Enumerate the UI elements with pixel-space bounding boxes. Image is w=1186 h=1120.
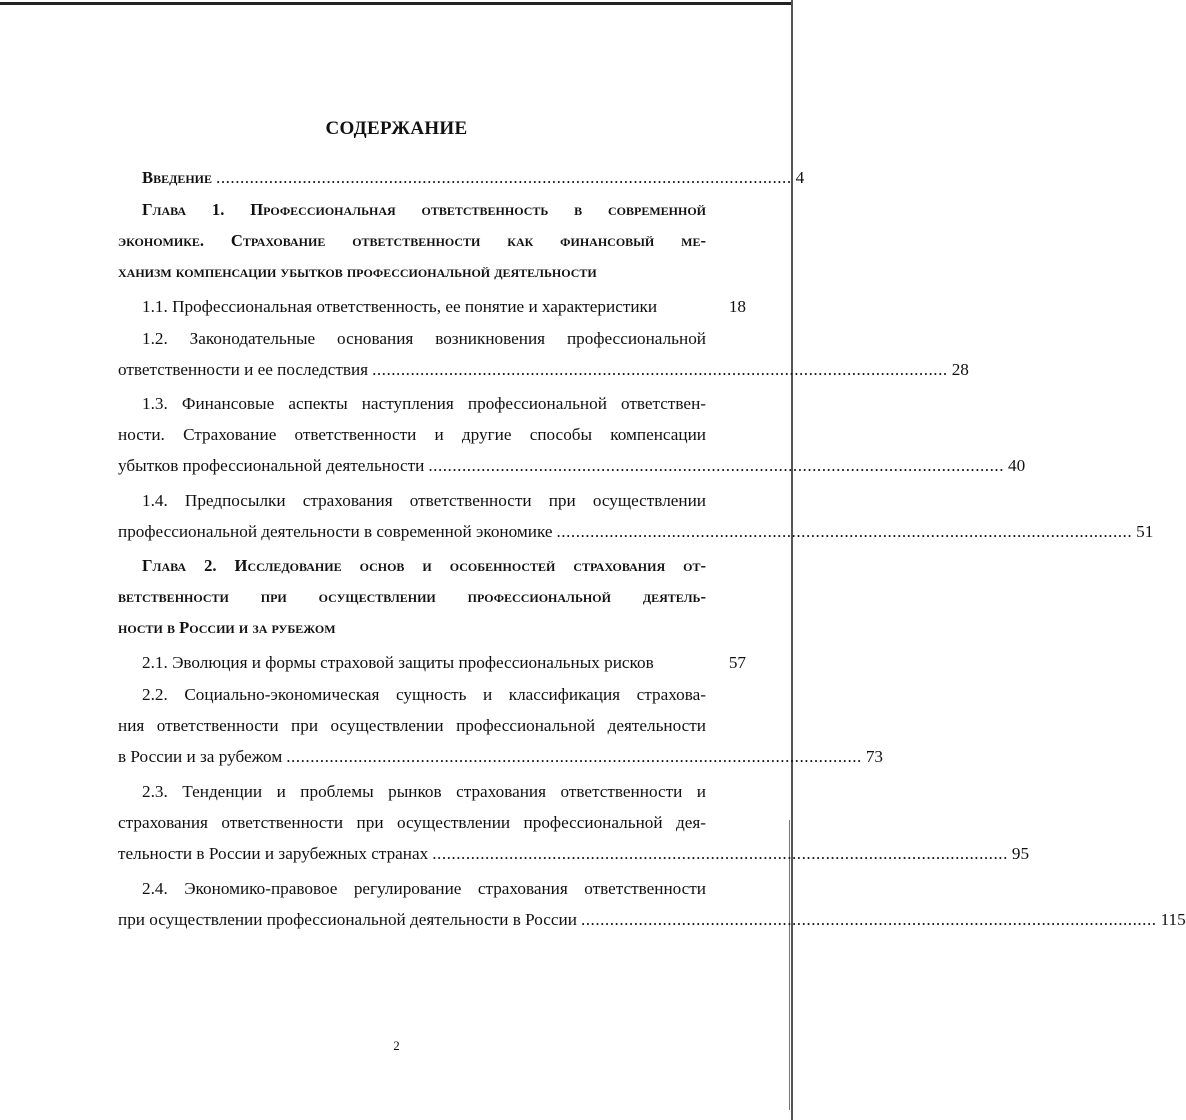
toc-page-number: 95: [1011, 844, 1030, 863]
dot-leader: ........................................................................................................................: [372, 360, 948, 379]
toc-entry-2-2[interactable]: [118, 679, 884, 772]
dot-leader: ........................................................................................................................: [216, 168, 792, 187]
toc-entry-1-3[interactable]: [118, 388, 1026, 481]
toc-entry-text: профессиональной деятельности в современной экономике: [118, 522, 553, 541]
chapter-1-line: экономике. Страхование ответственности как финансовый ме-: [118, 231, 706, 250]
page-title: СОДЕРЖАНИЕ: [325, 118, 468, 139]
chapter-1-line: Глава 1. Профессиональная ответственность в современной: [142, 200, 706, 219]
toc-entry-text: страхования ответственности при осуществлении профессиональной дея-: [118, 813, 706, 832]
toc-entry-text: ности. Страхование ответственности и другие способы компенсации: [118, 425, 706, 444]
toc-page-number: 4: [795, 168, 805, 187]
toc-entry-text: 2.2. Социально-экономическая сущность и классификация страхова-: [142, 685, 706, 704]
scan-border-top: [0, 2, 793, 5]
toc-page-number: 73: [865, 747, 884, 766]
chapter-1-line: ханизм компенсации убытков профессиональной деятельности: [118, 262, 597, 281]
dot-leader: ........................................................................................................................: [428, 456, 1004, 475]
toc-entry-text: ния ответственности при осуществлении профессиональной деятельности: [118, 716, 706, 735]
toc-entry-text: 1.4. Предпосылки страхования ответственности при осуществлении: [142, 491, 706, 510]
toc-entry-2-1[interactable]: [118, 647, 746, 678]
toc-entry-text: в России и за рубежом: [118, 747, 283, 766]
toc-entry-text: при осуществлении профессиональной деятельности в России: [118, 910, 577, 929]
dot-leader: ........................................................................................................................: [432, 844, 1008, 863]
toc-entry-text: 1.1. Профессиональная ответственность, ее понятие и характеристики: [142, 297, 658, 316]
toc-entry-text: 1.2. Законодательные основания возникновения профессиональной: [142, 329, 706, 348]
chapter-2-line: Глава 2. Исследование основ и особенностей страхования от-: [142, 556, 706, 575]
toc-chapter-2[interactable]: [118, 550, 746, 643]
toc-page-number: 28: [951, 360, 969, 379]
toc-page-number: 57: [728, 653, 746, 672]
toc-entry-1-2[interactable]: [118, 323, 969, 385]
toc-page-number: 40: [1007, 456, 1026, 475]
chapter-2-line: ветственности при осуществлении профессиональной деятель-: [118, 587, 706, 606]
toc-entry-text: убытков профессиональной деятельности: [118, 456, 425, 475]
toc-entry-text: 2.1. Эволюция и формы страховой защиты профессиональных рисков: [142, 653, 654, 672]
toc-page-number: 115: [1160, 910, 1186, 929]
toc-entry-2-4[interactable]: [118, 873, 1186, 935]
toc-page-number: 18: [728, 297, 746, 316]
toc-intro-label: Введение: [142, 168, 213, 187]
toc-page-number: 51: [1136, 522, 1154, 541]
chapter-2-line: ности в России и за рубежом: [118, 618, 336, 637]
toc-entry-text: тельности в России и зарубежных странах: [118, 844, 429, 863]
dot-leader: ........................................................................................................................: [286, 747, 862, 766]
dot-leader: ........................................................................................................................: [580, 910, 1157, 929]
toc-entry-text: 2.3. Тенденции и проблемы рынков страхования ответственности и: [142, 782, 706, 801]
toc-entry-text: 2.4. Экономико-правовое регулирование страхования ответственности: [142, 879, 706, 898]
toc-chapter-1[interactable]: [118, 194, 746, 287]
dot-leader: ........................................................................................................................: [556, 522, 1133, 541]
toc-entry-1-1[interactable]: [118, 291, 746, 322]
toc-entry-text: 1.3. Финансовые аспекты наступления профессиональной ответствен-: [142, 394, 706, 413]
page-number: 2: [393, 1038, 400, 1053]
toc-entry-2-3[interactable]: [118, 776, 1030, 869]
toc-entry-text: ответственности и ее последствия: [118, 360, 369, 379]
toc-entry-intro[interactable]: [118, 162, 805, 193]
toc-entry-1-4[interactable]: [118, 485, 1154, 547]
